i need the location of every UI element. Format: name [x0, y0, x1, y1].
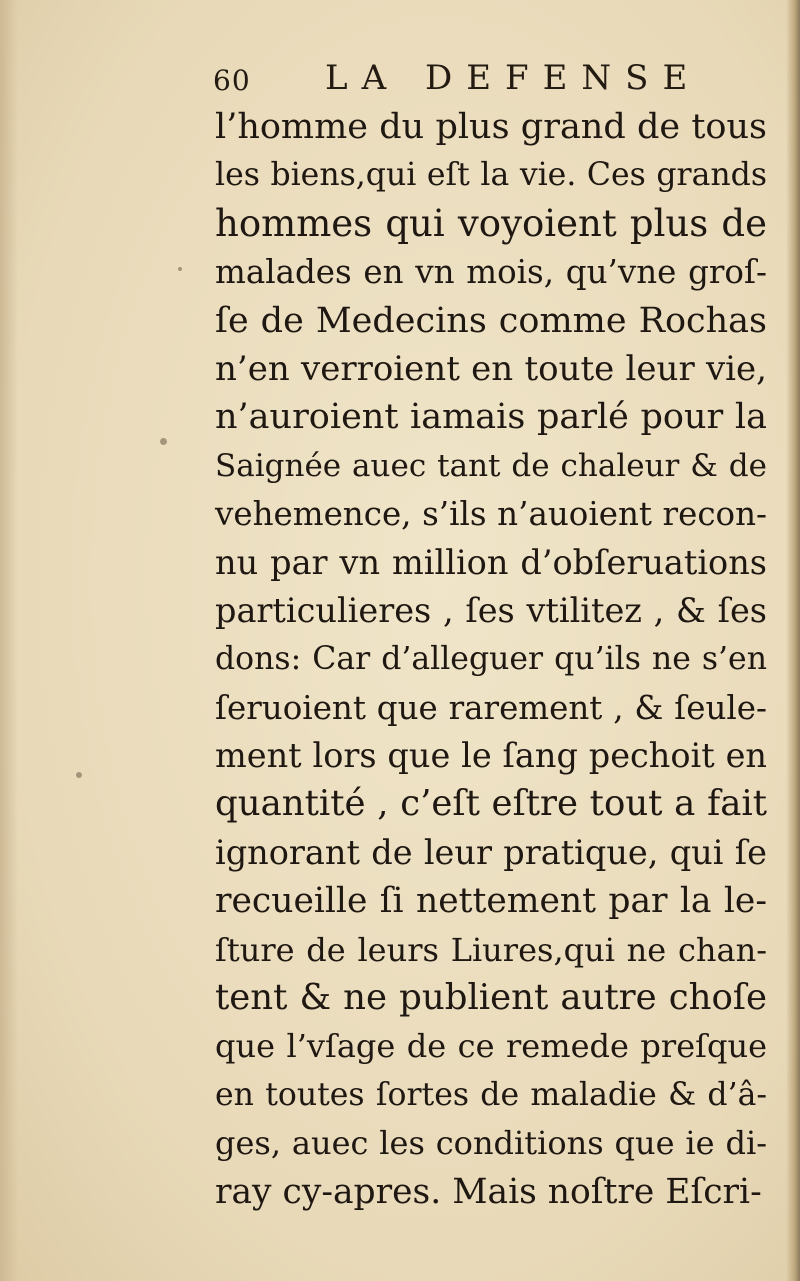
text-line: que l’vſage de ce remede preſque [215, 1027, 767, 1066]
text-line: ſe de Medecins comme Rochas [215, 300, 767, 341]
page-number: 60 [213, 64, 251, 97]
text-line: recueille ſi nettement par la le- [215, 881, 767, 922]
text-line: ſture de leurs Liures,qui ne chan- [215, 930, 767, 969]
text-line: quantité , c’eſt eſtre tout a fait [215, 783, 767, 825]
text-line: n’auroient iamais parlé pour la [215, 397, 767, 438]
paper-speck [76, 772, 82, 778]
paper-speck [178, 267, 182, 271]
text-line: l’homme du plus grand de tous [215, 107, 767, 147]
text-line: malades en vn mois, qu’vne groſ- [215, 253, 767, 292]
text-line: dons: Car d’alleguer qu’ils ne s’en [215, 641, 767, 678]
text-line: tent & ne publient autre choſe [215, 977, 767, 1019]
text-line: ray cy-apres. Mais noſtre Eſcri- [215, 1171, 762, 1212]
body-text [215, 103, 767, 1216]
text-line: n’en verroient en toute leur vie, [215, 348, 767, 389]
text-line: particulieres , ſes vtilitez , & ſes [215, 590, 767, 630]
text-line: Saignée auec tant de chaleur & de [215, 447, 767, 484]
text-line: nu par vn million d’obſeruations [215, 542, 767, 582]
running-head: LA DEFENSE [325, 58, 702, 98]
text-line: hommes qui voyoient plus de [215, 201, 767, 245]
text-line: les biens,qui eſt la vie. Ces grands [215, 157, 767, 194]
binding-shadow [0, 0, 18, 1281]
text-line: ſeruoient que rarement , & ſeule- [215, 688, 767, 727]
text-line: vehemence, s’ils n’auoient recon- [215, 495, 767, 534]
text-line: ignorant de leur pratique, qui ſe [215, 832, 767, 872]
page-header [213, 58, 773, 102]
text-line: ment lors que le ſang pechoit en [215, 736, 767, 776]
text-line: ges, auec les conditions que ie di- [215, 1124, 767, 1163]
page-edge-shadow [786, 0, 800, 1281]
text-line: en toutes ſortes de maladie & d’â- [215, 1076, 767, 1113]
paper-speck [160, 438, 167, 445]
